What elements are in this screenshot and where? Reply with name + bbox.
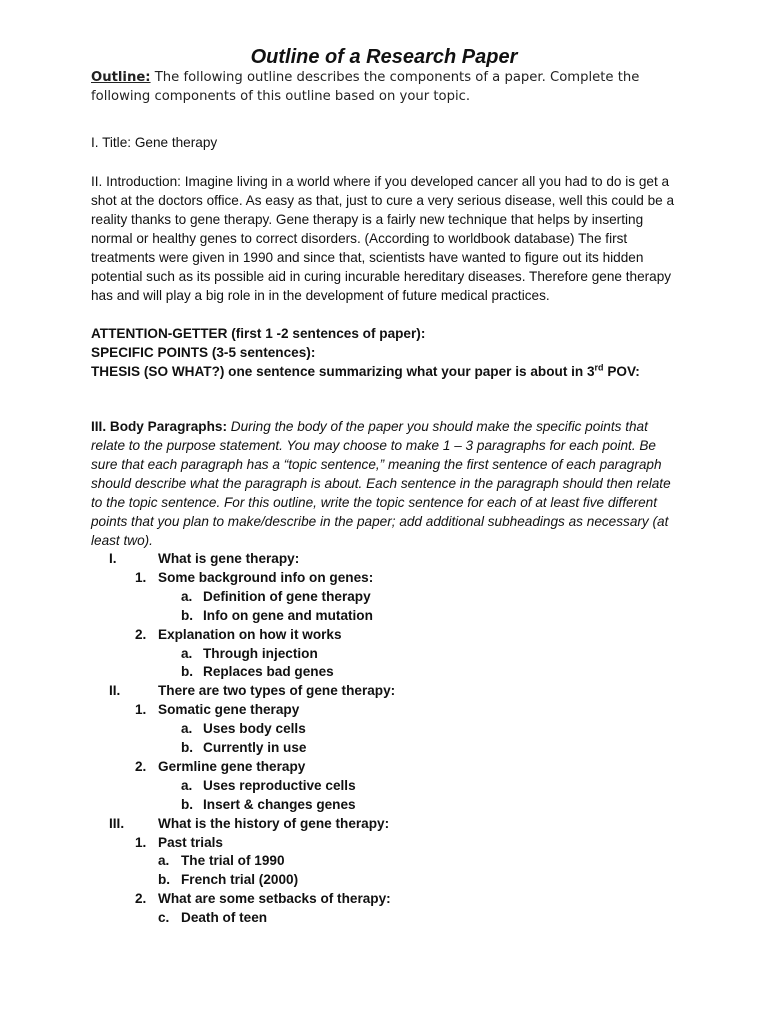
outline-item-text: Some background info on genes: [158, 569, 374, 585]
body-paragraphs-section [91, 417, 681, 550]
thesis-label [91, 362, 681, 381]
outline-item-text: Insert & changes genes [203, 796, 356, 812]
thesis-superscript: rd [594, 362, 604, 373]
outline-label: Outline: [91, 70, 151, 85]
outline-item-marker: a. [181, 777, 193, 793]
outline-item-text: French trial (2000) [181, 872, 299, 888]
outline-item-text: There are two types of gene therapy: [158, 683, 396, 699]
outline-intro [91, 68, 671, 106]
outline-item-marker: I. [109, 551, 117, 566]
outline-item-text: Somatic gene therapy [158, 702, 300, 718]
outline-item-text: Currently in use [203, 740, 307, 755]
outline-item-marker: b. [158, 872, 171, 888]
outline-item-text: What are some setbacks of therapy: [158, 891, 391, 907]
outline-item-text: Death of teen [181, 910, 268, 926]
outline-item-text: What is the history of gene therapy: [158, 815, 390, 831]
outline-item-text: Replaces bad genes [203, 664, 334, 680]
outline-item-marker: 2. [135, 891, 147, 907]
outline-item-text: Through injection [203, 645, 318, 661]
title-line: I. Title: Gene therapy [91, 135, 218, 150]
outline-item-marker: b. [181, 796, 194, 812]
outline-item-text: Germline gene therapy [158, 758, 306, 774]
outline-item-marker: a. [181, 645, 193, 661]
specific-points-label: SPECIFIC POINTS (3-5 sentences): [91, 345, 316, 360]
thesis-text: THESIS (SO WHAT?) one sentence summarizing what your paper is about in 3 [91, 364, 595, 379]
thesis-suffix: POV: [603, 364, 640, 379]
outline-item-marker: c. [158, 910, 170, 926]
outline-item-marker: 1. [135, 569, 147, 585]
outline-item-text: Definition of gene therapy [203, 588, 371, 604]
outline-item-text: Info on gene and mutation [203, 607, 373, 623]
outline-item-marker: 2. [135, 758, 147, 774]
outline-item-text: Explanation on how it works [158, 626, 342, 642]
outline-item-text: Uses reproductive cells [203, 777, 356, 793]
body-instructions: During the body of the paper you should make the specific points that relate to the purpose statement. You may choose to make 1 – 3 paragraphs for each point. Be sure that each paragraph has a “topic sentence,” meaning the first sentence of each paragraph should describe what the paragraph is about. Each sentence in the paragraph should then relate to the topic sentence. For this outline, write the topic sentence for each of at least five different points that you plan to make/describe in the paper; add additional subheadings as necessary (at least two). [91, 419, 671, 548]
outline-item-marker: III. [109, 815, 125, 831]
outline-item-marker: II. [109, 683, 121, 699]
body-paragraphs-label: III. Body Paragraphs: [91, 419, 227, 434]
outline-item-marker: 1. [135, 702, 147, 718]
outline-item-marker: b. [181, 740, 194, 755]
outline-item-marker: b. [181, 664, 194, 680]
outline-item-text: The trial of 1990 [181, 853, 285, 869]
outline-item-marker: b. [181, 607, 194, 623]
outline-item-text: What is gene therapy: [158, 551, 300, 566]
outline-item-text: Uses body cells [203, 721, 306, 737]
outline-item-marker: 1. [135, 834, 147, 850]
outline-item-marker: a. [158, 853, 170, 869]
introduction-paragraph: II. Introduction: Imagine living in a world where if you developed cancer all you had to do is get a shot at the doctors office. As easy as that, just to cure a very serious disease, well this could be a reality thanks to gene therapy. Gene therapy is a fairly new technique that helps by inserting normal or healthy genes to correct disorders. (According to worldbook database) The first treatments were given in 1990 and since that, scientists have wanted to figure out its hidden potential such as its possible aid in curing incurable hereditary diseases. Therefore gene therapy has and will play a big role in in the development of future medical practices. [91, 174, 675, 303]
attention-getter-label: ATTENTION-GETTER (first 1 -2 sentences of paper): [91, 326, 426, 341]
outline-item-marker: a. [181, 588, 193, 604]
outline-item-marker: a. [181, 721, 193, 737]
outline-item-marker: 2. [135, 626, 147, 642]
outline-intro-text: The following outline describes the components of a paper. Complete the following components of this outline based on your topic. [91, 70, 640, 104]
outline-item-text: Past trials [158, 834, 223, 850]
page-title: Outline of a Research Paper [250, 46, 518, 68]
